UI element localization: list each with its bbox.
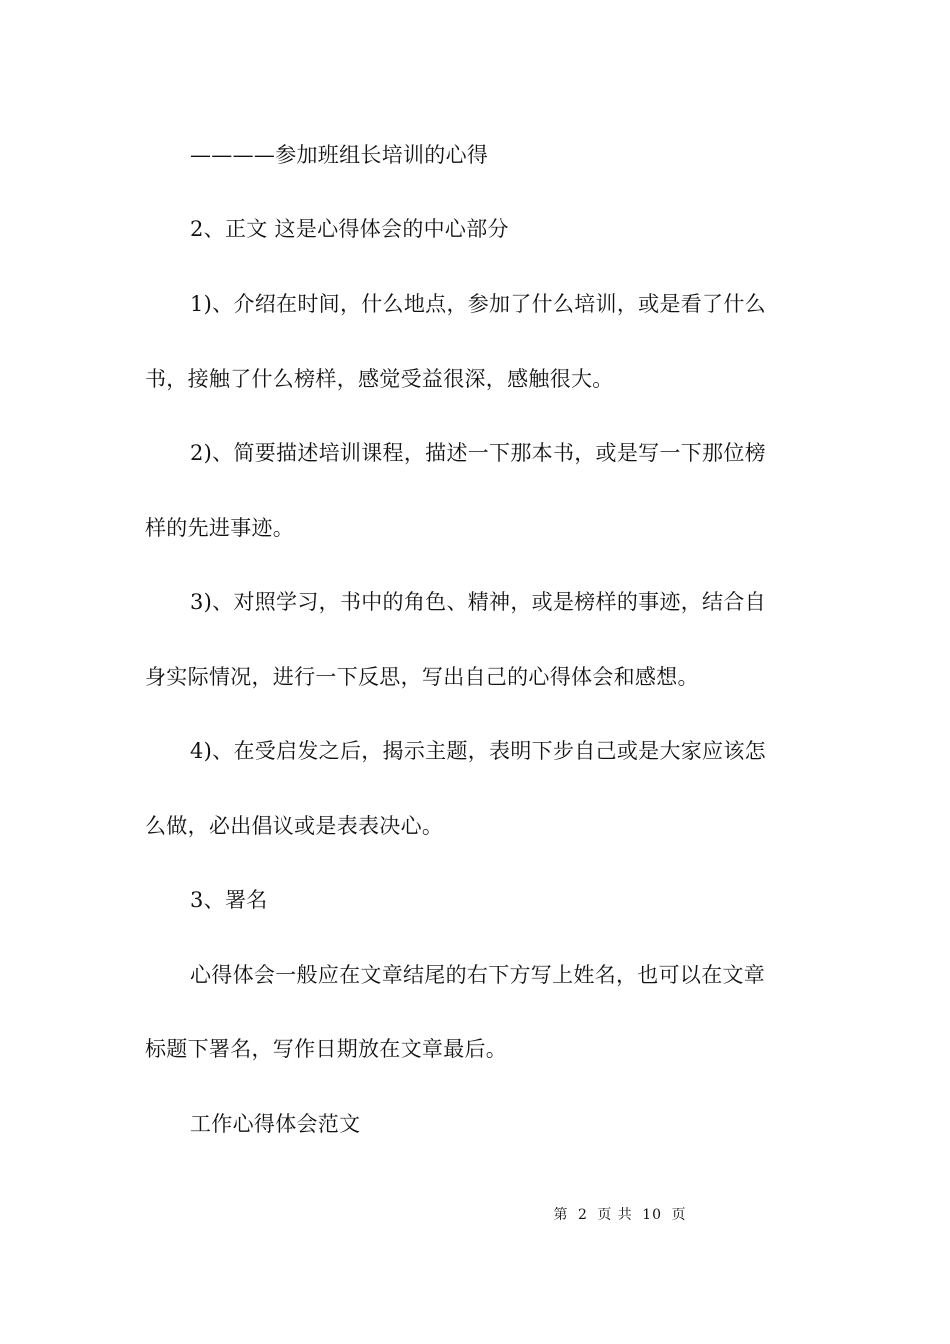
paragraph-line: 3)、对照学习，书中的角色、精神，或是榜样的事迹，结合自 — [190, 590, 766, 614]
paragraph-line: 么做，必出倡议或是表表决心。 — [145, 814, 444, 838]
paragraph-line: 身实际情况，进行一下反思，写出自己的心得体会和感想。 — [145, 665, 699, 689]
paragraph-line: 心得体会一般应在文章结尾的右下方写上姓名，也可以在文章 — [190, 963, 766, 987]
section-heading-signature: 3、署名 — [190, 888, 268, 912]
footer-mid: 页 共 — [597, 1207, 633, 1223]
section-heading-sample: 工作心得体会范文 — [190, 1112, 361, 1136]
total-pages-number: 10 — [642, 1207, 663, 1223]
paragraph-line: 4)、在受启发之后，揭示主题，表明下步自己或是大家应该怎 — [190, 739, 766, 763]
subtitle-line: ————参加班组长培训的心得 — [190, 143, 489, 167]
paragraph-line: 1)、介绍在时间，什么地点，参加了什么培训，或是看了什么 — [190, 292, 766, 316]
current-page-number: 2 — [577, 1207, 588, 1223]
paragraph-line: 样的先进事迹。 — [145, 516, 295, 540]
paragraph-line: 标题下署名，写作日期放在文章最后。 — [145, 1037, 508, 1061]
page-number-display — [551, 1207, 688, 1223]
footer-suffix: 页 — [671, 1207, 687, 1223]
section-heading-body: 2、正文 这是心得体会的中心部分 — [190, 217, 509, 241]
paragraph-line: 书，接触了什么榜样，感觉受益很深，感触很大。 — [145, 367, 614, 391]
footer-prefix: 第 — [553, 1207, 569, 1223]
paragraph-line: 2)、简要描述培训课程，描述一下那本书，或是写一下那位榜 — [190, 441, 766, 465]
page-footer — [0, 1205, 950, 1225]
